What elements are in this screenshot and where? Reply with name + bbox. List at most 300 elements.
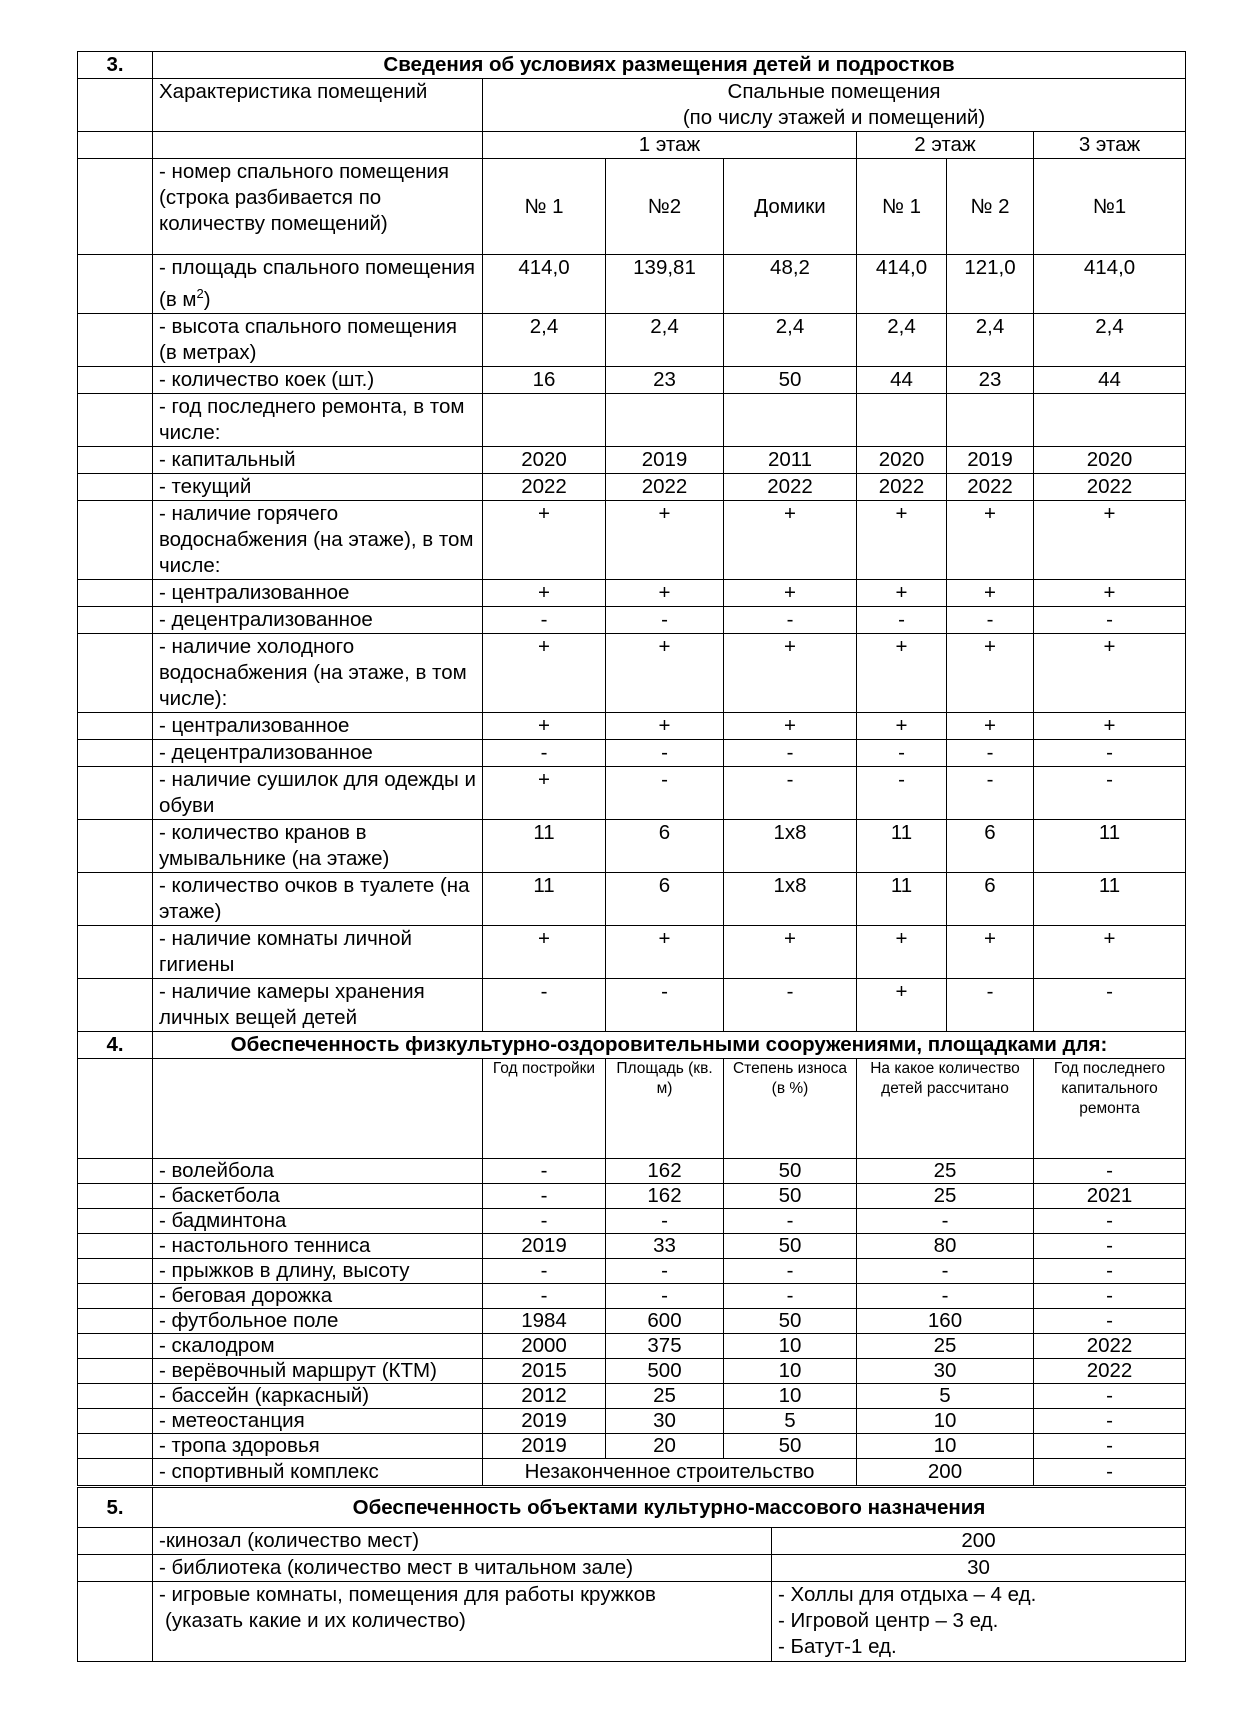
room-value: 2022 [724,473,857,500]
room-value: - [1034,739,1186,766]
rooms-header-line-2: (по числу этажей и помещений) [682,106,986,129]
room-value: - [1034,978,1186,1031]
sport-facility-value: 5 [857,1383,1034,1408]
header-year-built: Год постройки [483,1058,606,1158]
room-value: + [947,925,1034,978]
room-row [78,313,1186,366]
room-value: + [1034,500,1186,579]
room-row [78,393,1186,446]
room-value: 6 [947,872,1034,925]
blank-cell [78,925,153,978]
room-row-label: - наличие сушилок для одежды и обуви [153,766,483,819]
room-value: - [483,978,606,1031]
room-value: - [483,739,606,766]
sport-facility-value: - [606,1258,724,1283]
blank-cell [78,819,153,872]
room-value: 2,4 [606,313,724,366]
facilities-table [77,51,1186,1486]
room-value: 11 [857,872,947,925]
room-value: + [483,633,606,712]
room-value: + [1034,579,1186,606]
blank-cell [78,1358,153,1383]
room-value: + [724,712,857,739]
section-4-number: 4. [78,1031,153,1058]
room-row [78,712,1186,739]
sport-facility-row [78,1208,1186,1233]
room-value [1034,393,1186,446]
room-value: + [606,500,724,579]
blank-cell [78,1528,153,1555]
room-value: - [606,739,724,766]
room-row-label: - номер спального помещения (строка разбивается по количеству помещений) [153,159,483,255]
room-value: + [857,500,947,579]
header-wear: Степень износа (в %) [724,1058,857,1158]
sport-facility-row [78,1358,1186,1383]
room-row [78,366,1186,393]
room-row [78,872,1186,925]
room-value: 6 [606,819,724,872]
sport-facility-label: - метеостанция [153,1408,483,1433]
sport-facility-value: 25 [857,1183,1034,1208]
sport-facility-value: - [606,1283,724,1308]
room-value [724,393,857,446]
sport-facility-value: 160 [857,1308,1034,1333]
room-value: № 1 [857,159,947,255]
room-value: + [724,925,857,978]
room-row [78,446,1186,473]
room-value: 2022 [857,473,947,500]
sport-facility-value: 2015 [483,1358,606,1383]
blank-cell [78,1233,153,1258]
sport-facility-label: - скалодром [153,1333,483,1358]
room-value: 2,4 [947,313,1034,366]
room-value: + [483,579,606,606]
sport-facility-row [78,1183,1186,1208]
header-capacity: На какое количество детей рассчитано [857,1058,1034,1158]
room-value: 44 [1034,366,1186,393]
blank-cell [78,500,153,579]
room-value: - [1034,766,1186,819]
room-value [606,393,724,446]
room-value: 2022 [1034,473,1186,500]
sport-facility-row [78,1408,1186,1433]
game-rooms-label-line-1: - игровые комнаты, помещения для работы кружков [159,1583,656,1606]
room-value: 44 [857,366,947,393]
sport-facility-value: - [857,1283,1034,1308]
sport-facility-label: - бадминтона [153,1208,483,1233]
sport-facility-value: 80 [857,1233,1034,1258]
room-value: 2,4 [483,313,606,366]
room-value: + [857,978,947,1031]
sport-facility-value: - [857,1208,1034,1233]
sport-facility-value: - [1034,1408,1186,1433]
sport-facility-label: - бассейн (каркасный) [153,1383,483,1408]
room-value: 2,4 [1034,313,1186,366]
sport-facility-value: - [1034,1433,1186,1458]
blank-cell [78,132,153,159]
room-value: 2011 [724,446,857,473]
room-row-label: - централизованное [153,712,483,739]
room-value: + [947,633,1034,712]
sport-facility-value: 10 [724,1358,857,1383]
sport-facility-value: - [1034,1308,1186,1333]
sport-facility-value: 50 [724,1233,857,1258]
blank-cell [78,1383,153,1408]
sport-facility-value: 25 [857,1158,1034,1183]
sport-facility-value: - [1034,1383,1186,1408]
room-value: - [724,739,857,766]
blank-cell [78,1433,153,1458]
room-value: 11 [1034,819,1186,872]
room-value: 11 [1034,872,1186,925]
sport-facility-value: - [483,1283,606,1308]
blank-cell [78,1208,153,1233]
sport-facility-row [78,1158,1186,1183]
blank-cell [78,1183,153,1208]
sport-facility-row [78,1283,1186,1308]
room-value: + [483,766,606,819]
sport-facility-label: - волейбола [153,1158,483,1183]
room-value: - [724,766,857,819]
section-5-title: Обеспеченность объектами культурно-массового назначения [153,1488,1186,1528]
room-value: + [857,579,947,606]
section-3-title: Сведения об условиях размещения детей и подростков [153,52,1186,79]
room-value: 11 [483,819,606,872]
room-row [78,766,1186,819]
room-value: 23 [606,366,724,393]
room-row-label: - количество очков в туалете (на этаже) [153,872,483,925]
room-row-label: - наличие комнаты личной гигиены [153,925,483,978]
sport-facility-value: 162 [606,1183,724,1208]
library-label: - библиотека (количество мест в читальном зале) [153,1555,772,1582]
blank-cell [78,1258,153,1283]
blank-cell [78,1158,153,1183]
sport-facility-row [78,1258,1186,1283]
floor-2-header: 2 этаж [857,132,1034,159]
sport-facility-row [78,1233,1186,1258]
room-value: 2020 [857,446,947,473]
blank-cell [78,1582,153,1662]
sport-facility-label: - беговая дорожка [153,1283,483,1308]
room-value: + [606,925,724,978]
room-row [78,255,1186,314]
room-row-label: - текущий [153,473,483,500]
blank-cell [78,739,153,766]
room-value: №1 [1034,159,1186,255]
room-value: 1х8 [724,819,857,872]
blank-cell [78,255,153,314]
sport-facility-label: - баскетбола [153,1183,483,1208]
section-3-number: 3. [78,52,153,79]
blank-cell [78,1458,153,1485]
sport-facility-value: 5 [724,1408,857,1433]
room-value: №2 [606,159,724,255]
room-value: - [606,766,724,819]
sport-facility-value: 10 [857,1433,1034,1458]
room-value: + [947,500,1034,579]
room-value: - [857,766,947,819]
room-value [857,393,947,446]
sport-facility-value: - [483,1208,606,1233]
room-value: + [724,633,857,712]
header-repair-year: Год последнего капитального ремонта [1034,1058,1186,1158]
room-value: 16 [483,366,606,393]
room-value: + [606,633,724,712]
game-rooms-label [153,1582,772,1662]
sport-facility-value: 30 [606,1408,724,1433]
room-row-label: - количество коек (шт.) [153,366,483,393]
sport-facility-value: - [1034,1233,1186,1258]
sport-facility-value: 2022 [1034,1333,1186,1358]
blank-cell [78,872,153,925]
sport-facility-row [78,1333,1186,1358]
sport-facility-row [78,1383,1186,1408]
room-value: - [857,739,947,766]
sport-facility-value: 10 [724,1333,857,1358]
room-value: 2020 [483,446,606,473]
sport-facility-value: 600 [606,1308,724,1333]
room-value: 6 [606,872,724,925]
room-row [78,500,1186,579]
sport-facility-value: - [483,1258,606,1283]
sport-facility-value: 50 [724,1308,857,1333]
sports-complex-capacity: 200 [857,1458,1034,1485]
blank-cell [78,1308,153,1333]
floor-1-header: 1 этаж [483,132,857,159]
sports-complex-status: Незаконченное строительство [483,1458,857,1485]
room-value: + [947,712,1034,739]
game-room-item: - Батут-1 ед. [778,1635,897,1658]
library-value: 30 [772,1555,1186,1582]
blank-cell [78,712,153,739]
sport-facility-row [78,1433,1186,1458]
sport-facility-value: 25 [606,1383,724,1408]
blank-cell [78,473,153,500]
sport-facility-value: 2012 [483,1383,606,1408]
room-value: + [1034,633,1186,712]
room-value [947,393,1034,446]
header-area: Площадь (кв. м) [606,1058,724,1158]
room-value: 414,0 [857,255,947,314]
room-row-label: - площадь спального помещения (в $м^2$) [153,255,483,314]
sport-facility-value: - [1034,1258,1186,1283]
sport-facility-value: - [724,1283,857,1308]
sport-facility-value: - [724,1208,857,1233]
room-value: + [483,500,606,579]
room-row [78,819,1186,872]
sport-facility-label: - футбольное поле [153,1308,483,1333]
room-value: + [1034,712,1186,739]
sport-facility-value: 2019 [483,1433,606,1458]
room-row-label: - год последнего ремонта, в том числе: [153,393,483,446]
sport-facility-value: 2022 [1034,1358,1186,1383]
sport-facility-value: 50 [724,1183,857,1208]
section-5-number: 5. [78,1488,153,1528]
room-row-label: - наличие камеры хранения личных вещей детей [153,978,483,1031]
room-value: + [483,925,606,978]
room-row-label: - централизованное [153,579,483,606]
sport-facility-value: 2019 [483,1408,606,1433]
sports-complex-label: - спортивный комплекс [153,1458,483,1485]
room-value: 11 [483,872,606,925]
room-row [78,978,1186,1031]
room-value: - [857,606,947,633]
sport-facility-value: - [483,1183,606,1208]
sport-facility-value: - [857,1258,1034,1283]
game-room-item: - Холлы для отдыха – 4 ед. [778,1583,1037,1606]
room-value: 2019 [606,446,724,473]
section-4-title: Обеспеченность физкультурно-оздоровительными сооружениями, площадками для: [153,1031,1186,1058]
blank-cell [153,1058,483,1158]
room-value: - [1034,606,1186,633]
room-row [78,633,1186,712]
sport-facility-value: - [724,1258,857,1283]
sport-facility-value: 50 [724,1433,857,1458]
room-value: - [947,739,1034,766]
sport-facility-value: 2021 [1034,1183,1186,1208]
room-value: № 2 [947,159,1034,255]
sport-facility-value: 20 [606,1433,724,1458]
room-value: 2020 [1034,446,1186,473]
sport-facility-value: - [483,1158,606,1183]
room-row-label: - высота спального помещения (в метрах) [153,313,483,366]
room-value: 1х8 [724,872,857,925]
room-value: 6 [947,819,1034,872]
blank-cell [153,132,483,159]
blank-cell [78,1555,153,1582]
sport-facility-value: 33 [606,1233,724,1258]
sport-facility-value: 2019 [483,1233,606,1258]
room-row-label: - децентрализованное [153,739,483,766]
game-room-item: - Игровой центр – 3 ед. [778,1609,999,1632]
sport-facility-label: - прыжков в длину, высоту [153,1258,483,1283]
sport-facility-value: 10 [857,1408,1034,1433]
sport-facility-value: 10 [724,1383,857,1408]
room-value: - [724,978,857,1031]
room-value: + [857,925,947,978]
sport-facility-value: 162 [606,1158,724,1183]
sport-facility-value: 1984 [483,1308,606,1333]
cinema-value: 200 [772,1528,1186,1555]
room-row-label: - децентрализованное [153,606,483,633]
rooms-header [483,79,1186,132]
sport-facility-value: 500 [606,1358,724,1383]
blank-cell [78,606,153,633]
room-row-label: - наличие горячего водоснабжения (на этаже), в том числе: [153,500,483,579]
room-value: + [483,712,606,739]
room-value: 2022 [606,473,724,500]
sport-facility-value: - [606,1208,724,1233]
sport-facility-label: - настольного тенниса [153,1233,483,1258]
game-rooms-list [772,1582,1186,1662]
blank-cell [78,366,153,393]
room-value: 2022 [483,473,606,500]
blank-cell [78,79,153,132]
sport-facility-value: 30 [857,1358,1034,1383]
blank-cell [78,446,153,473]
room-value: + [857,633,947,712]
room-value: 50 [724,366,857,393]
blank-cell [78,393,153,446]
room-value: + [724,579,857,606]
sport-facility-value: 25 [857,1333,1034,1358]
room-row-label: - количество кранов в умывальнике (на этаже) [153,819,483,872]
room-value [483,393,606,446]
room-value: - [947,766,1034,819]
room-row [78,159,1186,255]
room-row [78,739,1186,766]
room-value: 121,0 [947,255,1034,314]
room-value: 414,0 [483,255,606,314]
room-row [78,925,1186,978]
room-value: - [606,978,724,1031]
room-value: 11 [857,819,947,872]
room-value: + [857,712,947,739]
sport-facility-label: - тропа здоровья [153,1433,483,1458]
floor-3-header: 3 этаж [1034,132,1186,159]
room-value: + [724,500,857,579]
sport-facility-value: - [1034,1283,1186,1308]
characteristics-header: Характеристика помещений [153,79,483,132]
room-value: - [947,606,1034,633]
blank-cell [78,579,153,606]
sport-facility-row [78,1308,1186,1333]
culture-table [77,1487,1186,1662]
room-value: + [606,579,724,606]
room-value: 48,2 [724,255,857,314]
room-value: Домики [724,159,857,255]
sport-facility-value: 50 [724,1158,857,1183]
room-value: + [1034,925,1186,978]
room-row [78,579,1186,606]
room-value: + [947,579,1034,606]
room-value: - [483,606,606,633]
sport-facility-value: - [1034,1158,1186,1183]
blank-cell [78,1058,153,1158]
cinema-label: -кинозал (количество мест) [153,1528,772,1555]
room-value: 2,4 [724,313,857,366]
room-value: № 1 [483,159,606,255]
blank-cell [78,313,153,366]
sport-facility-value: 375 [606,1333,724,1358]
blank-cell [78,1333,153,1358]
blank-cell [78,633,153,712]
blank-cell [78,766,153,819]
room-value: - [947,978,1034,1031]
rooms-header-line-1: Спальные помещения [727,80,941,103]
sports-complex-repair: - [1034,1458,1186,1485]
blank-cell [78,1283,153,1308]
game-rooms-label-line-2: (указать какие и их количество) [165,1609,466,1632]
sport-facility-value: - [1034,1208,1186,1233]
room-value: 139,81 [606,255,724,314]
room-value: 23 [947,366,1034,393]
room-row [78,473,1186,500]
sport-facility-value: 2000 [483,1333,606,1358]
blank-cell [78,159,153,255]
room-row-label: - наличие холодного водоснабжения (на этаже, в том числе): [153,633,483,712]
blank-cell [78,978,153,1031]
room-value: 414,0 [1034,255,1186,314]
room-value: - [606,606,724,633]
room-value: - [724,606,857,633]
room-value: + [606,712,724,739]
room-row [78,606,1186,633]
blank-cell [78,1408,153,1433]
room-row-label: - капитальный [153,446,483,473]
room-value: 2022 [947,473,1034,500]
room-value: 2,4 [857,313,947,366]
